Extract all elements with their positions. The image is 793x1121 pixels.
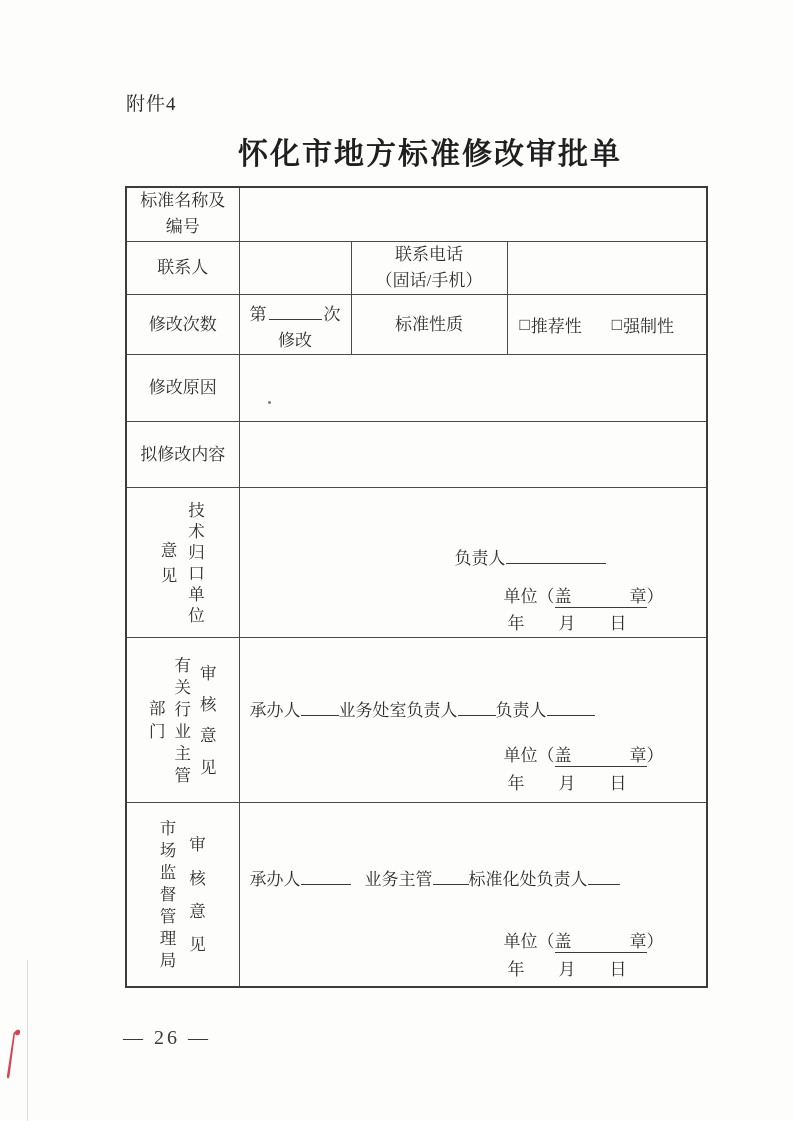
proposed-content-label: 拟修改内容 — [126, 422, 239, 488]
checkbox-icon[interactable]: □ — [519, 314, 530, 334]
vlabel-bumen: 部 门 — [149, 699, 166, 742]
date-line: 年 月 日 — [507, 614, 627, 634]
signature-blank[interactable] — [547, 699, 595, 717]
checkbox-mandatory[interactable]: □ 强制性 — [611, 314, 675, 337]
standard-name-value-cell[interactable] — [239, 187, 707, 241]
signature-blank[interactable] — [506, 547, 606, 565]
reason-label: 修改原因 — [126, 355, 239, 422]
market-review-label — [126, 803, 239, 987]
signers-line: 承办人 业务主管 标准化处负责人 — [250, 865, 620, 890]
unit-seal-line: 单位（ 盖 章 ） — [504, 582, 664, 608]
date-line: 年 月 日 — [507, 960, 627, 980]
approval-form-table — [125, 186, 708, 988]
scan-edge-artifact — [27, 960, 28, 1121]
signature-blank[interactable] — [301, 868, 351, 886]
contact-person-value-cell[interactable] — [239, 241, 351, 295]
attachment-label: 附件4 — [126, 94, 177, 115]
red-pen-mark — [2, 1026, 26, 1088]
market-review-area[interactable] — [239, 803, 707, 987]
vlabel-yijian: 意 见 — [160, 540, 178, 585]
industry-review-label — [126, 638, 239, 803]
row-revision — [126, 295, 707, 355]
unit-seal-line: 单位（ 盖 章 ） — [504, 927, 664, 953]
vlabel-shenhe-yijian: 审 核 意 见 — [200, 664, 217, 777]
revision-count-blank[interactable] — [269, 303, 322, 321]
page-number: — 26 — — [123, 1027, 211, 1049]
row-technical-opinion — [126, 488, 707, 638]
contact-person-label: 联系人 — [126, 241, 239, 295]
signature-blank[interactable] — [458, 699, 496, 717]
page-title: 怀化市地方标准修改审批单 — [238, 138, 622, 171]
technical-opinion-area[interactable] — [239, 488, 707, 638]
row-proposed-content — [126, 422, 707, 488]
row-standard-name — [126, 187, 707, 241]
signature-blank[interactable] — [301, 699, 339, 717]
signers-line: 承办人 业务处室负责人 负责人 — [250, 696, 595, 721]
revision-count-value-cell[interactable]: 第 次 修改 — [239, 295, 351, 355]
row-reason — [126, 355, 707, 422]
contact-phone-value-cell[interactable] — [507, 241, 707, 295]
technical-opinion-label — [126, 488, 239, 638]
standard-nature-label: 标准性质 — [351, 295, 507, 355]
signature-blank[interactable] — [588, 868, 620, 886]
industry-review-area[interactable] — [239, 638, 707, 803]
ink-speck — [268, 401, 271, 404]
vlabel-shichang-jiandu-guanliju: 市 场 监 督 管 理 局 — [159, 818, 177, 971]
checkbox-icon[interactable]: □ — [611, 314, 623, 334]
row-market-review — [126, 803, 707, 987]
vlabel-shenhe-yijian: 审 核 意 见 — [189, 835, 206, 954]
date-line: 年 月 日 — [507, 774, 627, 794]
responsible-signature-line: 负责人 — [455, 544, 606, 569]
unit-seal-line: 单位（ 盖 章 ） — [504, 741, 664, 767]
vlabel-jishu-guikou-danwei: 技 术 归 口 单 位 — [188, 500, 205, 626]
row-industry-review — [126, 638, 707, 803]
standard-nature-options — [507, 295, 707, 355]
proposed-content-value-cell[interactable] — [239, 422, 707, 488]
reason-value-cell[interactable] — [239, 355, 707, 422]
signature-blank[interactable] — [433, 868, 469, 886]
row-contact — [126, 241, 707, 295]
vlabel-youguan-hangye-zhuguan: 有 关 行 业 主 管 — [174, 655, 191, 786]
checkbox-recommended[interactable]: □ 推荐性 — [519, 314, 582, 337]
contact-phone-label: 联系电话 （固话/手机） — [351, 241, 507, 295]
revision-count-label: 修改次数 — [126, 295, 239, 355]
standard-name-label: 标准名称及 编号 — [126, 187, 239, 241]
